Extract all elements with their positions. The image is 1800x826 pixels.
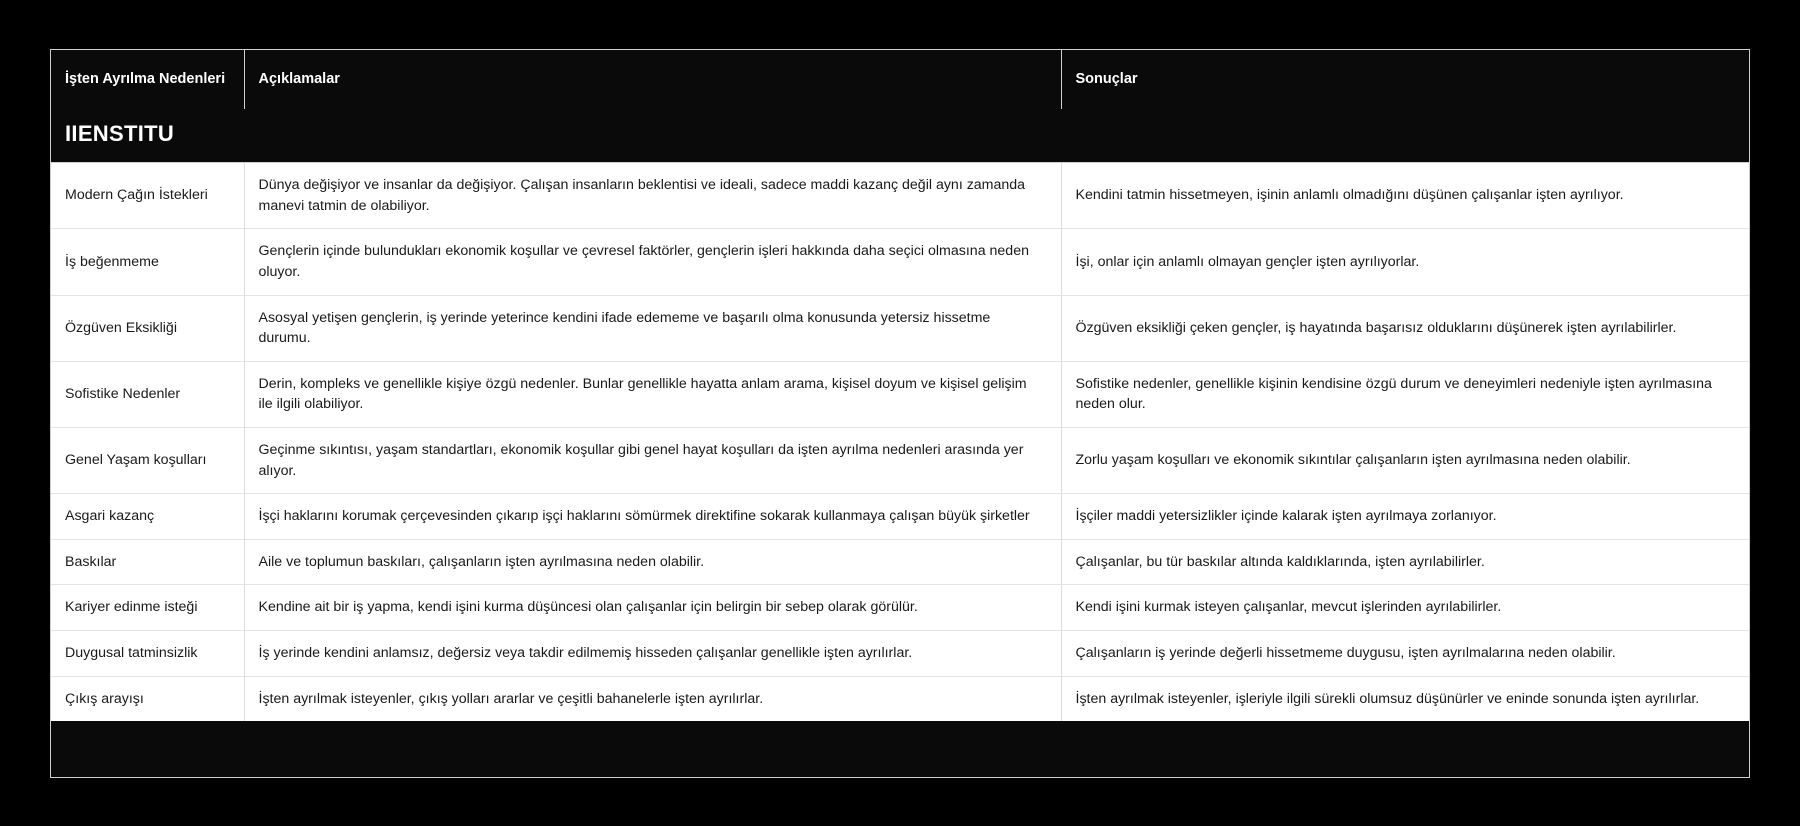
column-header-result: Sonuçlar: [1061, 50, 1749, 109]
cell-reason: Asgari kazanç: [51, 494, 244, 540]
table-row: [51, 630, 1749, 676]
cell-result: İşi, onlar için anlamlı olmayan gençler işten ayrılıyorlar.: [1061, 229, 1749, 295]
info-table-container: [50, 49, 1750, 778]
cell-reason: Özgüven Eksikliği: [51, 295, 244, 361]
cell-reason: İş beğenmeme: [51, 229, 244, 295]
cell-result: Çalışanlar, bu tür baskılar altında kaldıklarında, işten ayrılabilirler.: [1061, 539, 1749, 585]
cell-result: Kendini tatmin hissetmeyen, işinin anlamlı olmadığını düşünen çalışanlar işten ayrılıyor.: [1061, 163, 1749, 229]
table-header: [51, 50, 1749, 109]
cell-result: Zorlu yaşam koşulları ve ekonomik sıkıntılar çalışanların işten ayrılmasına neden olabilir.: [1061, 427, 1749, 493]
cell-description: İşçi haklarını korumak çerçevesinden çıkarıp işçi haklarını sömürmek direktifine sokarak kullanmaya çalışan büyük şirketler: [244, 494, 1061, 540]
cell-description: Dünya değişiyor ve insanlar da değişiyor. Çalışan insanların beklentisi ve ideali, sadece maddi kazanç değil aynı zamanda manevi tatmin de olabiliyor.: [244, 163, 1061, 229]
job-leaving-reasons-table: [51, 50, 1749, 721]
table-row: [51, 585, 1749, 631]
cell-description: Derin, kompleks ve genellikle kişiye özgü nedenler. Bunlar genellikle hayatta anlam arama, kişisel doyum ve kişisel gelişim ile ilgili olabiliyor.: [244, 361, 1061, 427]
cell-result: Sofistike nedenler, genellikle kişinin kendisine özgü durum ve deneyimleri nedeniyle işten ayrılmasına neden olur.: [1061, 361, 1749, 427]
cell-description: Geçinme sıkıntısı, yaşam standartları, ekonomik koşullar gibi genel hayat koşulları da işten ayrılma nedenleri arasında yer alıyor.: [244, 427, 1061, 493]
table-row: [51, 427, 1749, 493]
cell-description: İşten ayrılmak isteyenler, çıkış yolları ararlar ve çeşitli bahanelerle işten ayrılırlar.: [244, 676, 1061, 721]
cell-reason: Çıkış arayışı: [51, 676, 244, 721]
table-caption-group: [51, 109, 1749, 163]
cell-reason: Baskılar: [51, 539, 244, 585]
table-row: [51, 539, 1749, 585]
cell-reason: Duygusal tatminsizlik: [51, 630, 244, 676]
cell-description: Gençlerin içinde bulundukları ekonomik koşullar ve çevresel faktörler, gençlerin işleri hakkında daha seçici olmasına neden oluyor.: [244, 229, 1061, 295]
column-header-description: Açıklamalar: [244, 50, 1061, 109]
table-row: [51, 494, 1749, 540]
cell-description: Kendine ait bir iş yapma, kendi işini kurma düşüncesi olan çalışanlar için belirgin bir sebep olarak görülür.: [244, 585, 1061, 631]
table-row: [51, 361, 1749, 427]
cell-result: Özgüven eksikliği çeken gençler, iş hayatında başarısız olduklarını düşünerek işten ayrılabilirler.: [1061, 295, 1749, 361]
cell-reason: Sofistike Nedenler: [51, 361, 244, 427]
cell-reason: Genel Yaşam koşulları: [51, 427, 244, 493]
cell-result: İşten ayrılmak isteyenler, işleriyle ilgili sürekli olumsuz düşünürler ve eninde sonunda işten ayrılırlar.: [1061, 676, 1749, 721]
cell-description: Aile ve toplumun baskıları, çalışanların işten ayrılmasına neden olabilir.: [244, 539, 1061, 585]
brand-title: IIENSTITU: [65, 121, 175, 146]
cell-reason: Modern Çağın İstekleri: [51, 163, 244, 229]
column-header-reason: İşten Ayrılma Nedenleri: [51, 50, 244, 109]
table-row: [51, 163, 1749, 229]
table-body: [51, 163, 1749, 721]
cell-description: Asosyal yetişen gençlerin, iş yerinde yeterince kendini ifade edememe ve başarılı olma konusunda yetersiz hissetme durumu.: [244, 295, 1061, 361]
cell-description: İş yerinde kendini anlamsız, değersiz veya takdir edilmemiş hisseden çalışanlar genellikle işten ayrılırlar.: [244, 630, 1061, 676]
table-row: [51, 229, 1749, 295]
cell-result: Kendi işini kurmak isteyen çalışanlar, mevcut işlerinden ayrılabilirler.: [1061, 585, 1749, 631]
header-row: [51, 50, 1749, 109]
cell-reason: Kariyer edinme isteği: [51, 585, 244, 631]
table-row: [51, 676, 1749, 721]
cell-result: Çalışanların iş yerinde değerli hissetmeme duygusu, işten ayrılmalarına neden olabilir.: [1061, 630, 1749, 676]
cell-result: İşçiler maddi yetersizlikler içinde kalarak işten ayrılmaya zorlanıyor.: [1061, 494, 1749, 540]
brand-row: [51, 109, 1749, 163]
table-row: [51, 295, 1749, 361]
brand-cell: [51, 109, 1749, 163]
